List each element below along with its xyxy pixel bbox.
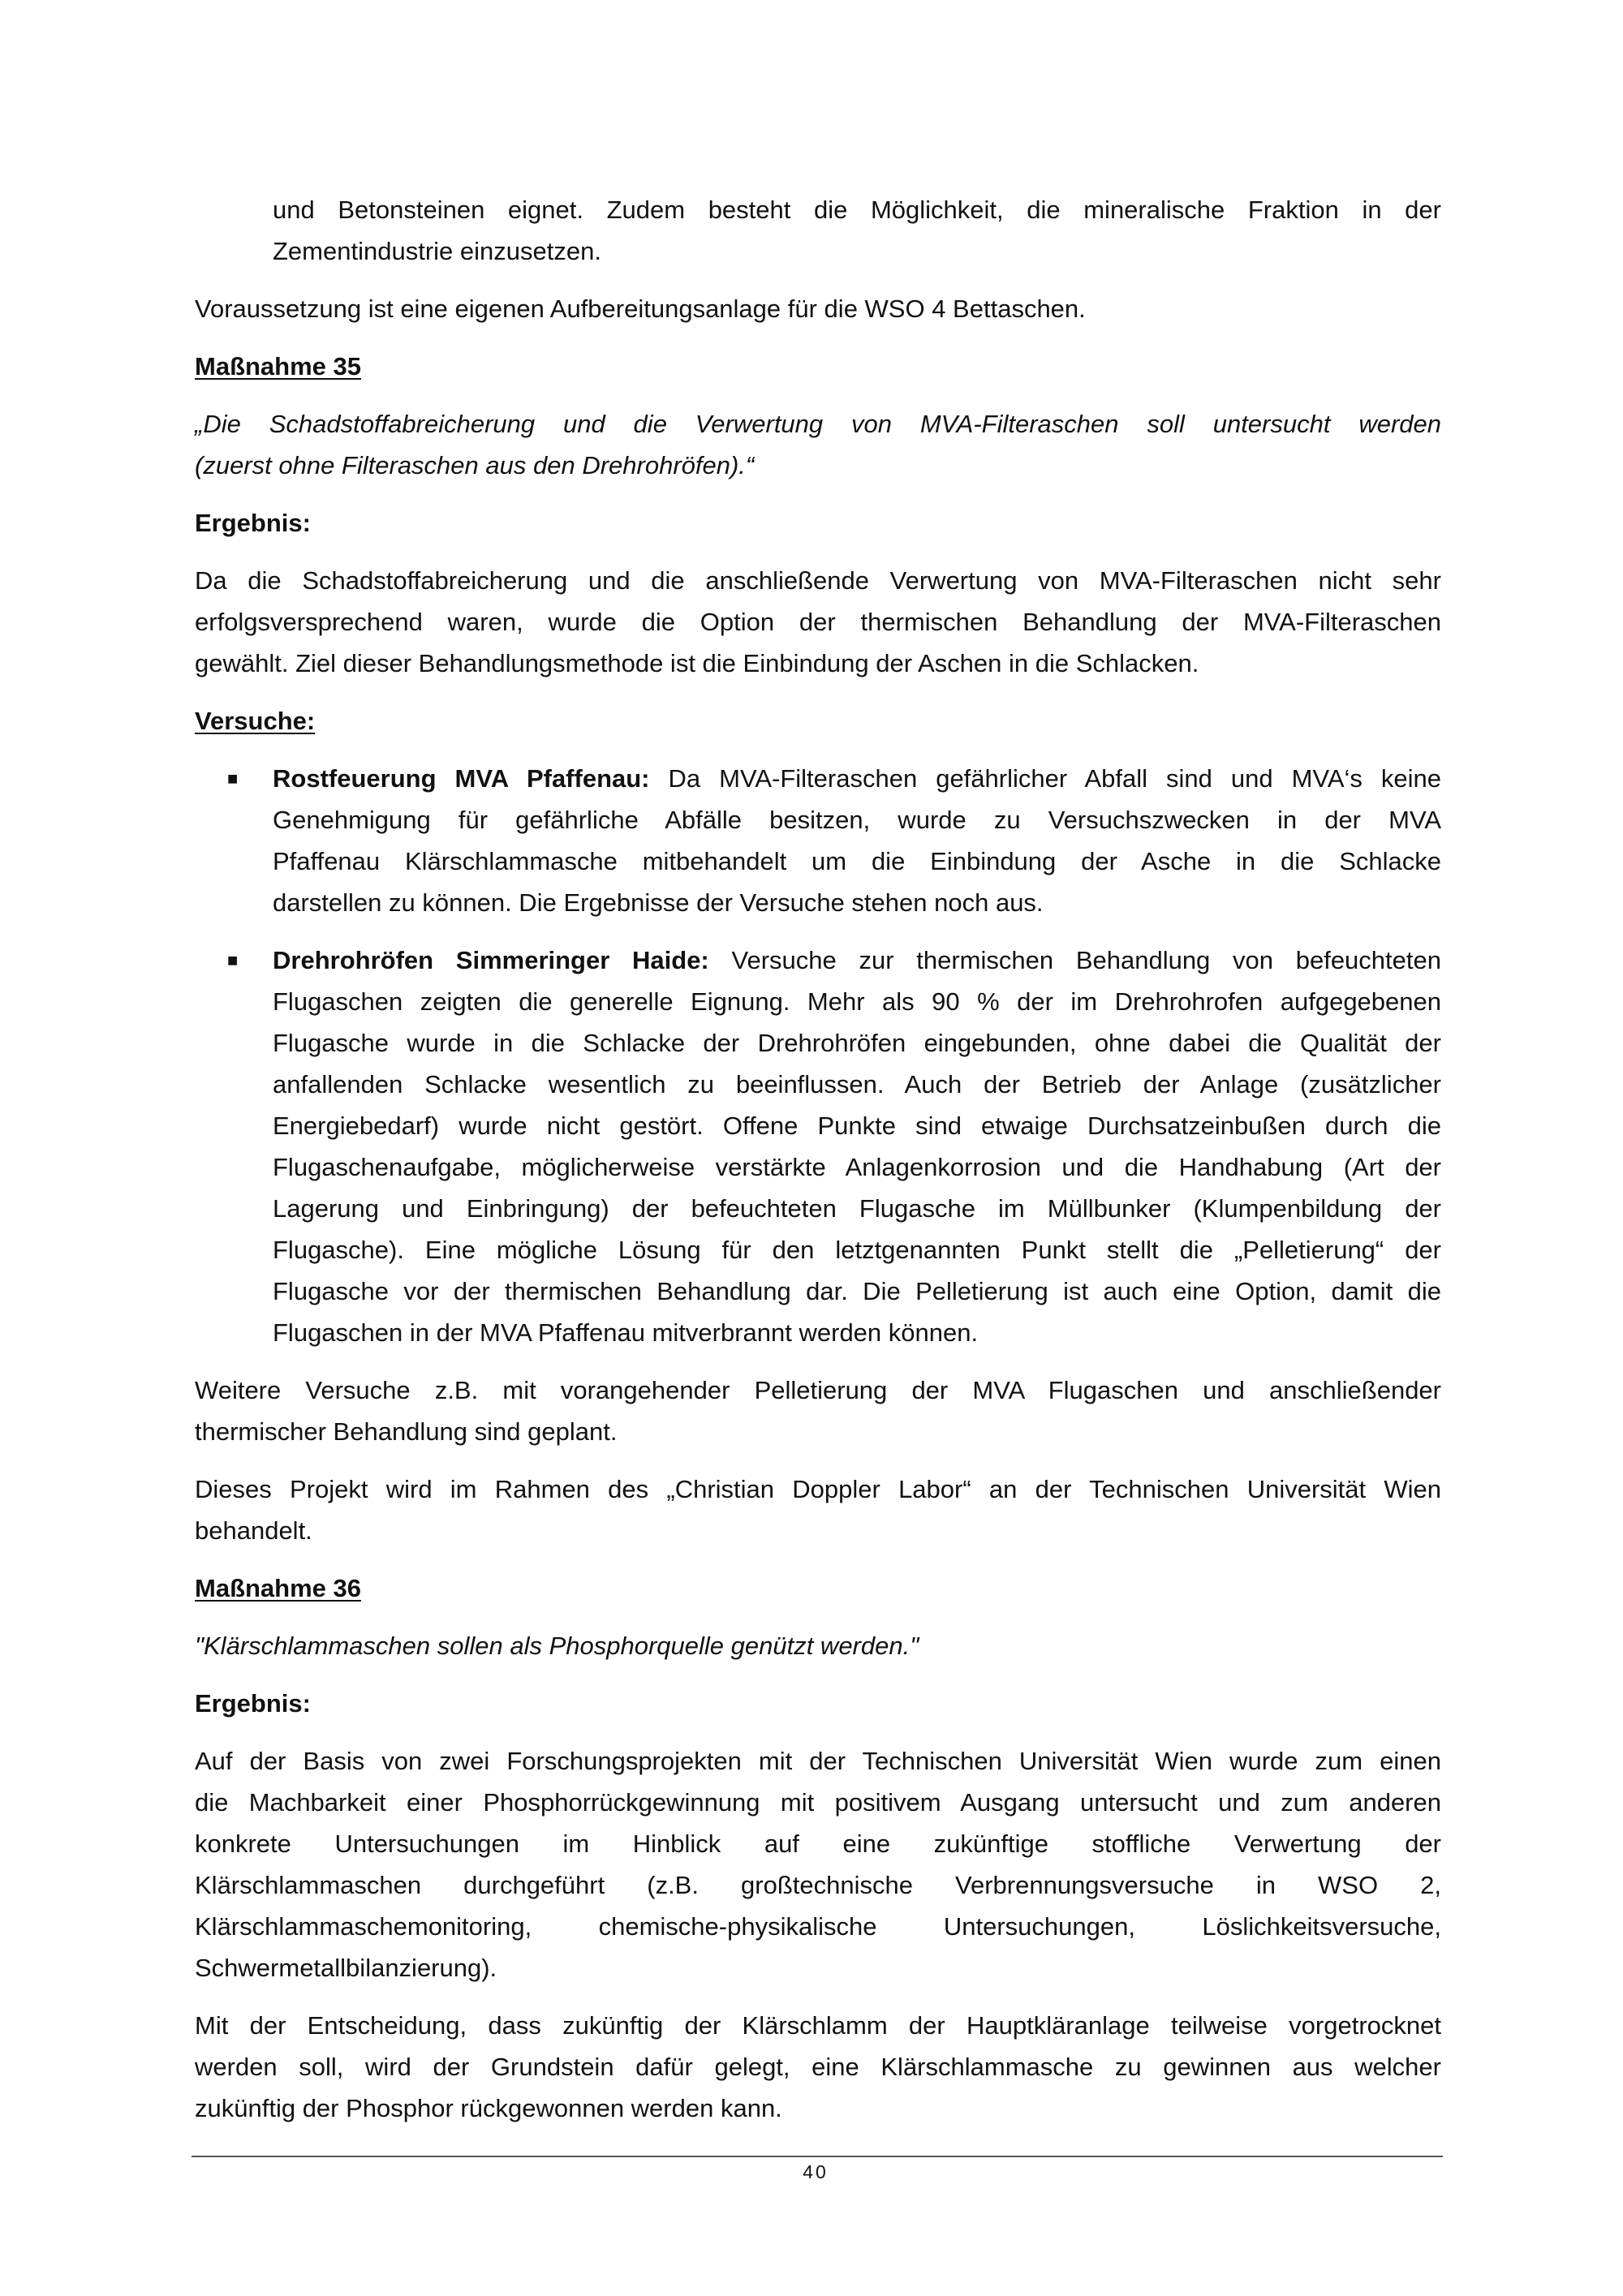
heading-massnahme-35: Maßnahme 35 <box>195 352 362 381</box>
result-paragraph-36 <box>195 1740 1441 1989</box>
text-line: die Machbarkeit einer Phosphorrückgewinnung mit positivem Ausgang untersucht und zum anderen <box>195 1788 1441 1817</box>
text-line: Dieses Projekt wird im Rahmen des „Christian Doppler Labor“ an der Technischen Universität Wien <box>195 1475 1441 1503</box>
text-line: Klärschlammaschemonitoring, chemische-physikalische Untersuchungen, Löslichkeitsversuche, <box>195 1912 1441 1941</box>
text-line: Voraussetzung ist eine eigenen Aufbereitungsanlage für die WSO 4 Bettaschen. <box>195 295 1086 323</box>
text-line: thermischer Behandlung sind geplant. <box>195 1417 618 1446</box>
text-line: Flugasche). Eine mögliche Lösung für den letztgenannten Punkt stellt die „Pelletierung“ der <box>273 1236 1441 1264</box>
text-line: gewählt. Ziel dieser Behandlungsmethode ist die Einbindung der Aschen in die Schlacken. <box>195 649 1199 677</box>
text-line: zukünftig der Phosphor rückgewonnen werden kann. <box>195 2094 782 2122</box>
quote-massnahme-36 <box>195 1625 1441 1666</box>
text-line: darstellen zu können. Die Ergebnisse der Versuche stehen noch aus. <box>273 888 1044 917</box>
bullet-lead: Rostfeuerung MVA Pfaffenau: <box>273 764 650 793</box>
text-line: Auf der Basis von zwei Forschungsprojekten mit der Technischen Universität Wien wurde zum einen <box>195 1747 1441 1775</box>
bullet-square-icon: ■ <box>227 768 239 789</box>
text-line: Schwermetallbilanzierung). <box>195 1954 497 1982</box>
text-line: Flugaschenaufgabe, möglicherweise verstärkte Anlagenkorrosion und die Handhabung (Art der <box>273 1153 1441 1181</box>
text-line: und Betonsteinen eignet. Zudem besteht die Möglichkeit, die mineralische Fraktion in der <box>273 196 1441 224</box>
text-line: (zuerst ohne Filteraschen aus den Drehrohröfen).“ <box>195 451 755 479</box>
result-label-35: Ergebnis: <box>195 509 311 537</box>
text-line: Weitere Versuche z.B. mit vorangehender Pelletierung der MVA Flugaschen und anschließender <box>195 1376 1441 1404</box>
bullet-item-rostfeuerung <box>195 758 1441 923</box>
page-body <box>195 189 1441 2145</box>
paragraph-intro-continuation <box>195 189 1441 272</box>
text-line: anfallenden Schlacke wesentlich zu beeinflussen. Auch der Betrieb der Anlage (zusätzlicher <box>273 1070 1441 1099</box>
text-line: Pfaffenau Klärschlammasche mitbehandelt um die Einbindung der Asche in die Schlacke <box>273 847 1441 875</box>
text-line: Mit der Entscheidung, dass zukünftig der Klärschlamm der Hauptkläranlage teilweise vorgetrocknet <box>195 2011 1441 2040</box>
result-label-36: Ergebnis: <box>195 1689 311 1718</box>
text-line: „Die Schadstoffabreicherung und die Verwertung von MVA-Filteraschen soll untersucht werden <box>195 410 1441 438</box>
text-line: Flugaschen in der MVA Pfaffenau mitverbrannt werden können. <box>273 1318 979 1347</box>
bullet-lead: Drehrohröfen Simmeringer Haide: <box>273 946 709 974</box>
paragraph-requirement <box>195 288 1441 329</box>
heading-massnahme-36: Maßnahme 36 <box>195 1574 362 1602</box>
text-line: "Klärschlammaschen sollen als Phosphorquelle genützt werden." <box>195 1632 919 1660</box>
bullet-item-drehrohroefen <box>195 939 1441 1353</box>
text-line: Lagerung und Einbringung) der befeuchteten Flugasche im Müllbunker (Klumpenbildung der <box>273 1194 1441 1223</box>
paragraph-further-tests <box>195 1369 1441 1452</box>
tests-heading: Versuche: <box>195 707 316 735</box>
paragraph-decision <box>195 2005 1441 2129</box>
quote-massnahme-35 <box>195 403 1441 486</box>
text-run: Da MVA-Filteraschen gefährlicher Abfall sind und MVA‘s keine <box>649 764 1441 793</box>
text-line: Flugasche wurde in die Schlacke der Drehrohröfen eingebunden, ohne dabei die Qualität der <box>273 1029 1441 1057</box>
text-line: Flugasche vor der thermischen Behandlung dar. Die Pelletierung ist auch eine Option, damit die <box>273 1277 1441 1305</box>
footer-divider <box>192 2156 1443 2157</box>
text-line: werden soll, wird der Grundstein dafür gelegt, eine Klärschlammasche zu gewinnen aus welcher <box>195 2053 1441 2081</box>
text-line: Klärschlammaschen durchgeführt (z.B. großtechnische Verbrennungsversuche in WSO 2, <box>195 1871 1441 1899</box>
text-line: behandelt. <box>195 1516 312 1545</box>
text-line: Energiebedarf) wurde nicht gestört. Offene Punkte sind etwaige Durchsatzeinbußen durch die <box>273 1111 1441 1140</box>
bullet-square-icon: ■ <box>227 950 239 970</box>
text-line: konkrete Untersuchungen im Hinblick auf eine zukünftige stoffliche Verwertung der <box>195 1829 1441 1858</box>
text-line: Zementindustrie einzusetzen. <box>273 237 601 265</box>
page-number: 40 <box>803 2161 829 2182</box>
text-run: Versuche zur thermischen Behandlung von befeuchteten <box>708 946 1441 974</box>
text-line: Flugaschen zeigten die generelle Eignung. Mehr als 90 % der im Drehrohrofen aufgegebenen <box>273 987 1441 1016</box>
text-line: Genehmigung für gefährliche Abfälle besitzen, wurde zu Versuchszwecken in der MVA <box>273 806 1441 834</box>
paragraph-project <box>195 1468 1441 1551</box>
text-line: Da die Schadstoffabreicherung und die anschließende Verwertung von MVA-Filteraschen nicht sehr <box>195 566 1441 595</box>
result-paragraph-35 <box>195 560 1441 684</box>
text-line: erfolgsversprechend waren, wurde die Option der thermischen Behandlung der MVA-Filteraschen <box>195 608 1441 636</box>
